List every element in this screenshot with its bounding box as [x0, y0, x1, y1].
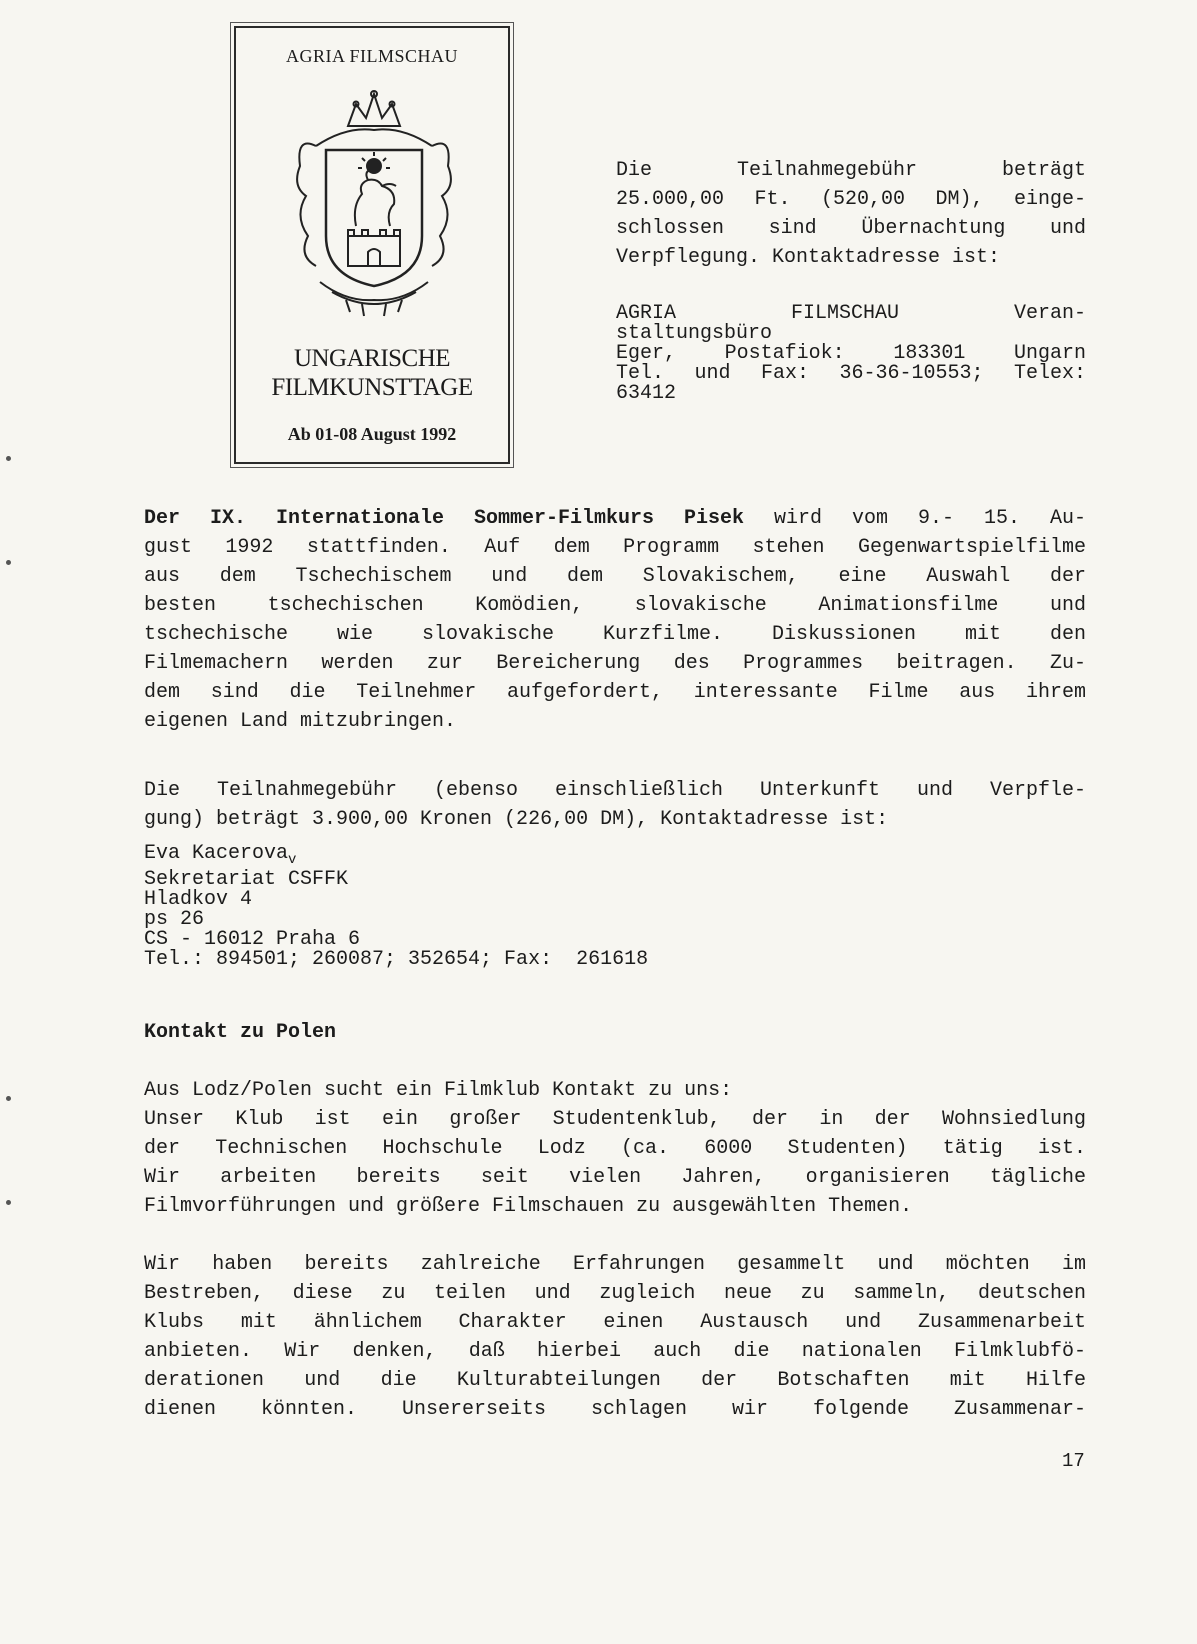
address-line: CS - 16012 Praha 6	[144, 928, 361, 951]
text-line: besten tschechischen Komödien, slovakische Animationsfilme und	[144, 594, 1086, 617]
text-line: Bestreben, diese zu teilen und zugleich neue zu sammeln, deutschen	[144, 1282, 1086, 1305]
text-line: der Technischen Hochschule Lodz (ca. 6000 Studenten) tätig ist.	[144, 1137, 1086, 1160]
pisek-event-title: Der IX. Internationale Sommer-Filmkurs Pisek	[144, 507, 745, 530]
text-line: eigenen Land mitzubringen.	[144, 710, 457, 733]
address-line: Hladkov 4	[144, 888, 253, 911]
contact-name: Eva Kacerova	[144, 842, 289, 865]
contact-name-line	[144, 844, 648, 870]
text-line: anbieten. Wir denken, daß hierbei auch die nationalen Filmklubfö-	[144, 1340, 1086, 1363]
address-line: 63412	[616, 382, 677, 405]
address-line: Sekretariat CSFFK	[144, 868, 349, 891]
text-line: schlossen sind Übernachtung und	[616, 217, 1086, 240]
section-heading-poland: Kontakt zu Polen	[144, 1021, 337, 1044]
pisek-paragraph	[144, 504, 1086, 736]
text-line: Filmvorführungen und größere Filmschauen zu ausgewählten Themen.	[144, 1195, 913, 1218]
text-line: Der IX. Internationale Sommer-Filmkurs Pisek wird vom 9.- 15. Au-	[144, 507, 1086, 530]
pisek-fee-paragraph	[144, 776, 1086, 834]
address-line: AGRIA FILMSCHAU Veran-	[616, 302, 1086, 325]
ad-title: AGRIA FILMSCHAU	[285, 46, 459, 66]
margin-dot	[6, 1200, 11, 1205]
text-line: Aus Lodz/Polen sucht ein Filmklub Kontakt zu uns:	[144, 1079, 733, 1102]
text-line: gung) beträgt 3.900,00 Kronen (226,00 DM), Kontaktadresse ist:	[144, 808, 889, 831]
text-line: Wir haben bereits zahlreiche Erfahrungen gesammelt und möchten im	[144, 1253, 1086, 1276]
ad-headline-line: FILMKUNSTTAGE	[271, 374, 473, 401]
text-line: tschechische wie slovakische Kurzfilme. Diskussionen mit den	[144, 623, 1086, 646]
text-line: Klubs mit ähnlichem Charakter einen Austausch und Zusammenarbeit	[144, 1311, 1086, 1334]
ad-headline-line: UNGARISCHE	[293, 345, 451, 372]
address-line: Tel.: 894501; 260087; 352654; Fax: 261618	[144, 948, 649, 971]
ad-headline	[236, 344, 508, 402]
agria-fee-paragraph	[616, 156, 1086, 272]
address-line: staltungsbüro	[616, 322, 773, 345]
pisek-contact-address	[144, 844, 648, 970]
agria-address	[616, 304, 1086, 404]
text-line: Die Teilnahmegebühr (ebenso einschließlich Unterkunft und Verpfle-	[144, 779, 1086, 802]
text-line: gust 1992 stattfinden. Auf dem Programm stehen Gegenwartspielfilme	[144, 536, 1086, 559]
ad-date: Ab 01-08 August 1992	[287, 424, 457, 444]
text-line: Filmemachern werden zur Bereicherung des Programmes beitragen. Zu-	[144, 652, 1086, 675]
text-line: dienen könnten. Unsererseits schlagen wir folgende Zusammenar-	[144, 1398, 1086, 1421]
address-line: Eger, Postafiok: 183301 Ungarn	[616, 342, 1086, 365]
text-line: derationen und die Kulturabteilungen der Botschaften mit Hilfe	[144, 1369, 1086, 1392]
text-line: aus dem Tschechischem und dem Slovakischem, eine Auswahl der	[144, 565, 1086, 588]
page-number: 17	[1062, 1450, 1085, 1472]
heraldic-crest-icon	[286, 86, 462, 318]
text-line: 25.000,00 Ft. (520,00 DM), einge-	[616, 188, 1086, 211]
hacek-mark: v	[288, 852, 297, 868]
poland-paragraph-1	[144, 1076, 1086, 1221]
poland-paragraph-2	[144, 1250, 1086, 1424]
address-line: Tel. und Fax: 36-36-10553; Telex:	[616, 362, 1086, 385]
margin-dot	[6, 456, 11, 461]
text-line: Wir arbeiten bereits seit vielen Jahren, organisieren tägliche	[144, 1166, 1086, 1189]
text-line: Die Teilnahmegebühr beträgt	[616, 159, 1086, 182]
address-line: ps 26	[144, 908, 205, 931]
margin-dot	[6, 560, 11, 565]
margin-dot	[6, 1096, 11, 1101]
agria-filmschau-ad	[234, 26, 510, 464]
text-line: Verpflegung. Kontaktadresse ist:	[616, 246, 1001, 269]
text-line: Unser Klub ist ein großer Studentenklub, der in der Wohnsiedlung	[144, 1108, 1086, 1131]
text-line: dem sind die Teilnehmer aufgefordert, interessante Filme aus ihrem	[144, 681, 1086, 704]
